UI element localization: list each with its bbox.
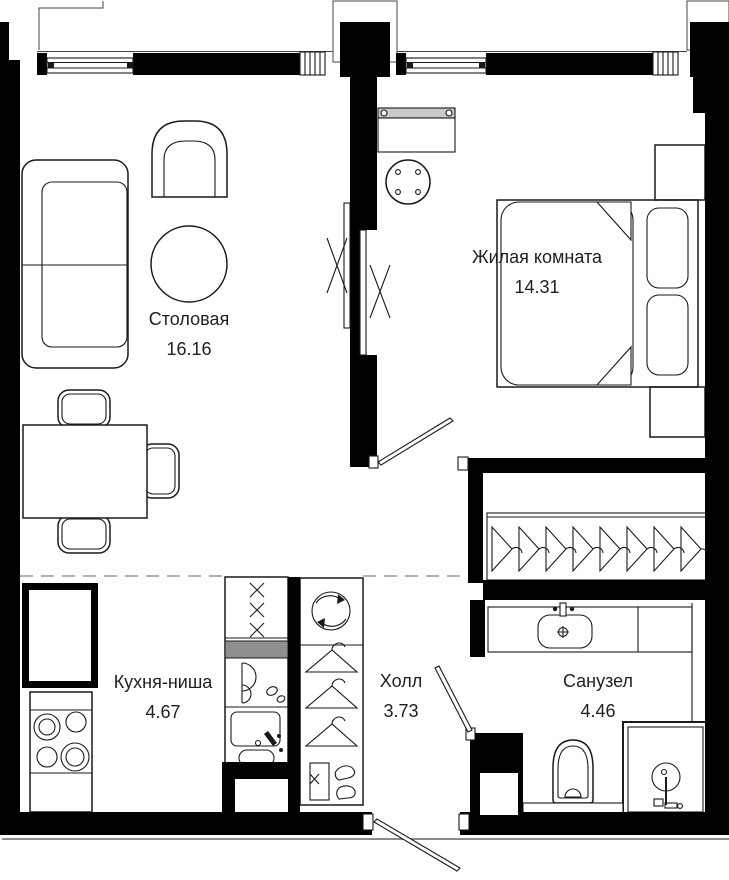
- door-swing: [378, 418, 453, 465]
- console-desk: [378, 108, 455, 152]
- living-room-door: [369, 418, 468, 470]
- vent-window: [653, 52, 678, 75]
- sofa: [22, 160, 128, 368]
- nightstand: [650, 387, 705, 437]
- hall-closet: [300, 578, 363, 805]
- room-label-dining: Столовая: [148, 309, 230, 329]
- room-area-hall: 3.73: [383, 701, 419, 721]
- door-swing: [435, 666, 472, 732]
- room-area-kitchen: 4.67: [145, 702, 181, 722]
- room-area-bathroom: 4.46: [580, 701, 616, 721]
- room-label-hall: Холл: [379, 671, 423, 691]
- pillow: [647, 295, 688, 375]
- window: [396, 53, 498, 75]
- bathroom-counter: [488, 603, 692, 652]
- toilet: [553, 740, 593, 803]
- coffee-table: [151, 226, 227, 302]
- wardrobe-hangers: [487, 513, 707, 580]
- door-swing: [374, 819, 460, 871]
- bathroom-door: [435, 666, 475, 740]
- kitchen-counter: [225, 577, 288, 767]
- nightstand: [655, 145, 705, 200]
- dining-table: [23, 425, 147, 518]
- room-label-kitchen: Кухня-ниша: [113, 672, 213, 692]
- room-label-living: Жилая комната: [471, 247, 603, 267]
- room-label-bathroom: Санузел: [562, 671, 634, 691]
- pillow: [647, 208, 688, 288]
- stove: [30, 692, 92, 812]
- room-area-living: 14.31: [514, 277, 560, 297]
- room-area-dining: 16.16: [166, 339, 212, 359]
- shower: [623, 722, 708, 817]
- window: [37, 53, 142, 75]
- vent-window: [300, 52, 325, 75]
- entrance-door: [363, 814, 469, 871]
- stool: [386, 160, 430, 204]
- armchair: [152, 121, 227, 197]
